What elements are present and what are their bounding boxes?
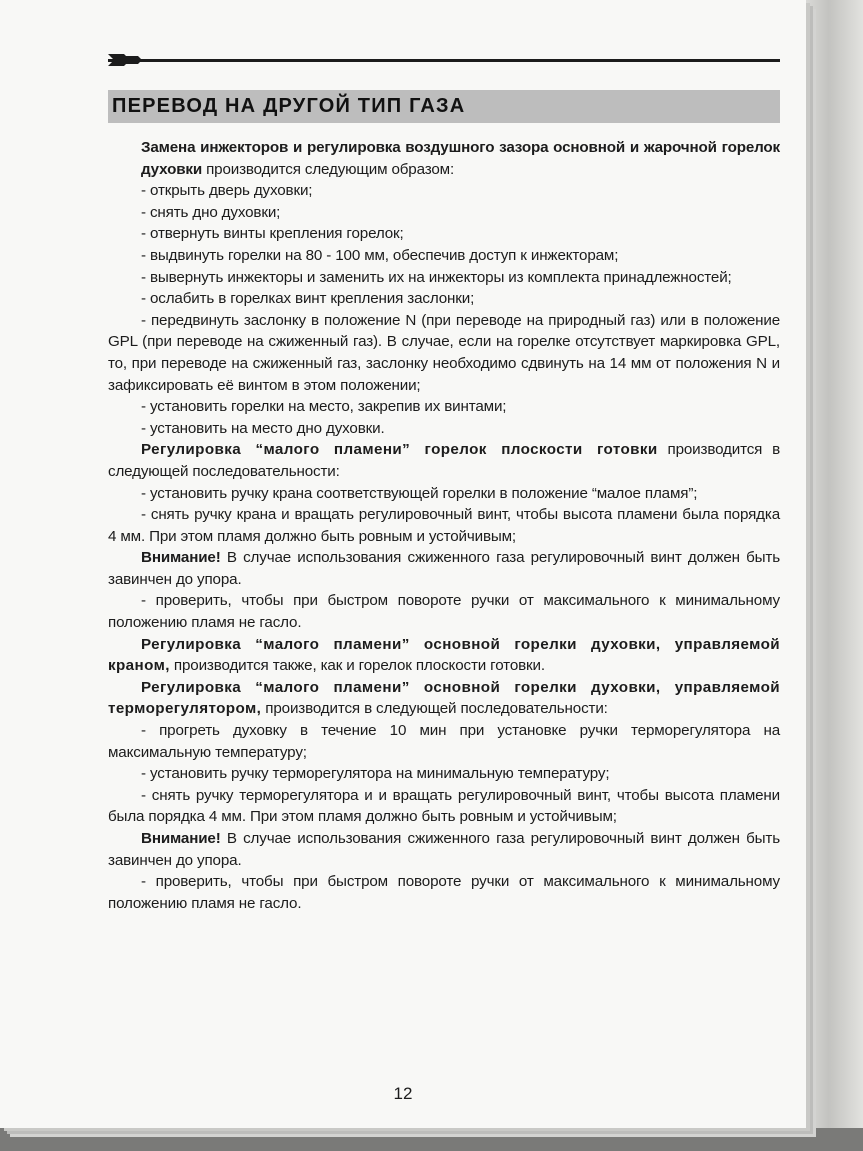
step-item: - снять ручку крана и вращать регулировочный винт, чтобы высота пламени была порядка 4 мм. При этом пламя должно быть ровным и устойчивым; xyxy=(108,506,780,545)
step-item: - ослабить в горелках винт крепления заслонки; xyxy=(141,290,475,308)
warning-text: В случае использования сжиженного газа регулировочный винт должен быть завинчен до упора. xyxy=(108,549,780,588)
lead-rest: производится следующим образом: xyxy=(202,160,455,178)
lead-rest: производится в следующей последовательности: xyxy=(261,700,608,718)
step-item: - открыть дверь духовки; xyxy=(141,182,313,200)
lead-rest: производится в следующей последовательности: xyxy=(108,441,780,480)
step-item: - снять ручку терморегулятора и и вращать регулировочный винт, чтобы высота пламени была порядка 4 мм. При этом пламя должно быть ровным и устойчивым; xyxy=(108,786,780,826)
page-number: 12 xyxy=(393,1084,413,1103)
check-step: - проверить, чтобы при быстром повороте ручки от максимального к минимальному положению пламя не гасло. xyxy=(108,592,780,632)
step-item: - передвинуть заслонку в положение N (при переводе на природный газ) или в положение GPL (при переводе на сжиженный газ). В случае, если на горелке отсутствует маркировка GPL, то, при переводе на сжиженный газ, заслонку необходимо сдвинуть на 14 мм от положения N и зафиксировать её винтом в этом положении; xyxy=(108,311,780,394)
step-item: - вывернуть инжекторы и заменить их на инжекторы из комплекта принадлежностей; xyxy=(141,268,732,286)
paragraph-oven-tap xyxy=(108,634,780,677)
page-stack-edge xyxy=(806,0,863,1151)
step-item: - прогреть духовку в течение 10 мин при установке ручки терморегулятора на максимальную температуру; xyxy=(108,722,780,761)
lead-rest: производится также, как и горелок плоскости готовки. xyxy=(169,657,545,675)
warning-text: В случае использования сжиженного газа регулировочный винт должен быть завинчен до упора. xyxy=(108,830,780,869)
paragraph-injectors-lead xyxy=(108,137,780,180)
section-title: ПЕРЕВОД НА ДРУГОЙ ТИП ГАЗА xyxy=(108,90,780,123)
step-item: - установить на место дно духовки. xyxy=(141,419,385,437)
lead-bold: Регулировка “малого пламени” горелок плоскости готовки xyxy=(141,441,658,459)
paragraph-hob-lead xyxy=(108,439,780,482)
scan-bottom-margin xyxy=(0,1128,863,1151)
lead-bold: Регулировка “малого пламени” основной горелки духовки, управляемой терморегулятором, xyxy=(108,678,780,718)
lead-bold: Замена инжекторов и регулировка воздушного зазора основной и жарочной горелок духовки xyxy=(141,139,780,178)
header-rule xyxy=(108,59,780,62)
step-item: - снять дно духовки; xyxy=(141,203,281,221)
step-item: - отвернуть винты крепления горелок; xyxy=(141,225,404,243)
check-step: - проверить, чтобы при быстром повороте ручки от максимального к минимальному положению пламя не гасло. xyxy=(108,873,780,912)
warning-label: Внимание! xyxy=(141,549,221,567)
step-item: - установить ручку крана соответствующей горелки в положение “малое пламя”; xyxy=(141,484,698,502)
step-item: - выдвинуть горелки на 80 - 100 мм, обеспечив доступ к инжекторам; xyxy=(141,246,619,264)
warning-note xyxy=(108,828,780,871)
warning-label: Внимание! xyxy=(141,830,221,847)
warning-note xyxy=(108,547,780,590)
paragraph-oven-thermostat-lead xyxy=(108,677,780,720)
lead-bold: Регулировка “малого пламени” основной горелки духовки, управляемой краном, xyxy=(108,635,780,675)
step-item: - установить ручку терморегулятора на минимальную температуру; xyxy=(141,765,610,783)
step-item: - установить горелки на место, закрепив их винтами; xyxy=(141,398,507,416)
body-text xyxy=(108,137,780,914)
